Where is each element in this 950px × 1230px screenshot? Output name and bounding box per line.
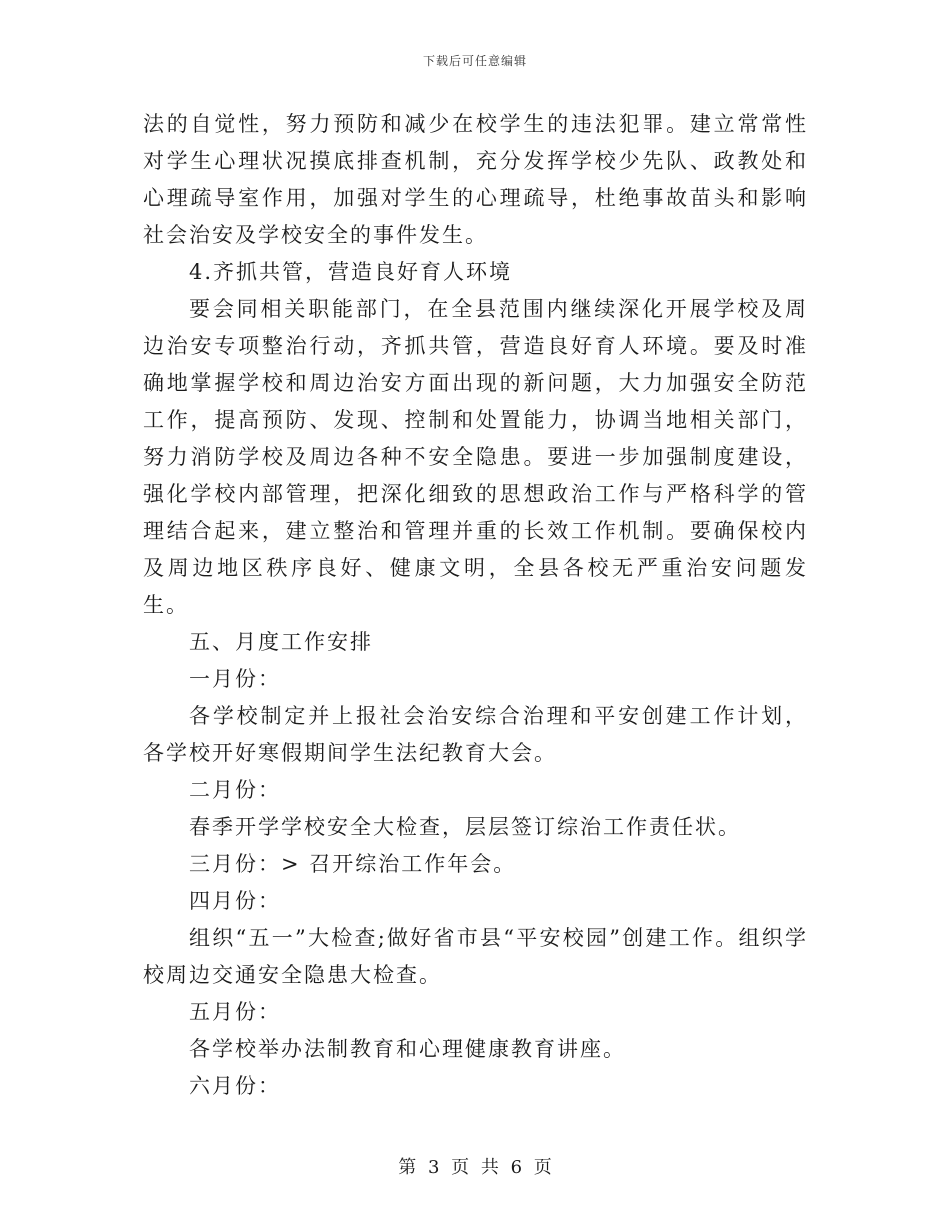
month-may-text: 各学校举办法制教育和心理健康教育讲座。 [189,1037,626,1061]
document-body [143,106,808,1105]
month-june-label: 六月份： [189,1074,281,1098]
month-march-text: 三月份：> 召开综治工作年会。 [189,852,517,876]
section-heading-5: 五、月度工作安排 [189,630,373,654]
month-april-text: 组织“五一”大检查;做好省市县“平安校园”创建工作。组织学校周边交通安全隐患大检查。 [143,926,808,987]
month-april-label: 四月份： [189,889,281,913]
page-number: 第 3 页 共 6 页 [398,1157,552,1178]
page-header-note: 下载后可任意编辑 [422,54,527,68]
section-heading-4: 4.齐抓共管，营造良好育人环境 [189,260,513,284]
month-february-text: 春季开学学校安全大检查，层层签订综治工作责任状。 [189,815,741,839]
month-may-label: 五月份： [189,1000,281,1024]
month-january-text: 各学校制定并上报社会治安综合治理和平安创建工作计划，各学校开好寒假期间学生法纪教育大会。 [143,704,808,765]
paragraph-1: 法的自觉性，努力预防和减少在校学生的违法犯罪。建立常常性对学生心理状况摸底排查机制，充分发挥学校少先队、政教处和心理疏导室作用，加强对学生的心理疏导，杜绝事故苗头和影响社会治安及学校安全的事件发生。 [143,112,808,247]
paragraph-2: 要会同相关职能部门，在全县范围内继续深化开展学校及周边治安专项整治行动，齐抓共管，营造良好育人环境。要及时准确地掌握学校和周边治安方面出现的新问题，大力加强安全防范工作，提高预防、发现、控制和处置能力，协调当地相关部门，努力消防学校及周边各种不安全隐患。要进一步加强制度建设，强化学校内部管理，把深化细致的思想政治工作与严格科学的管理结合起来，建立整治和管理并重的长效工作机制。要确保校内及周边地区秩序良好、健康文明，全县各校无严重治安问题发生。 [143,297,808,617]
month-february-label: 二月份： [189,778,281,802]
month-january-label: 一月份： [189,667,281,691]
